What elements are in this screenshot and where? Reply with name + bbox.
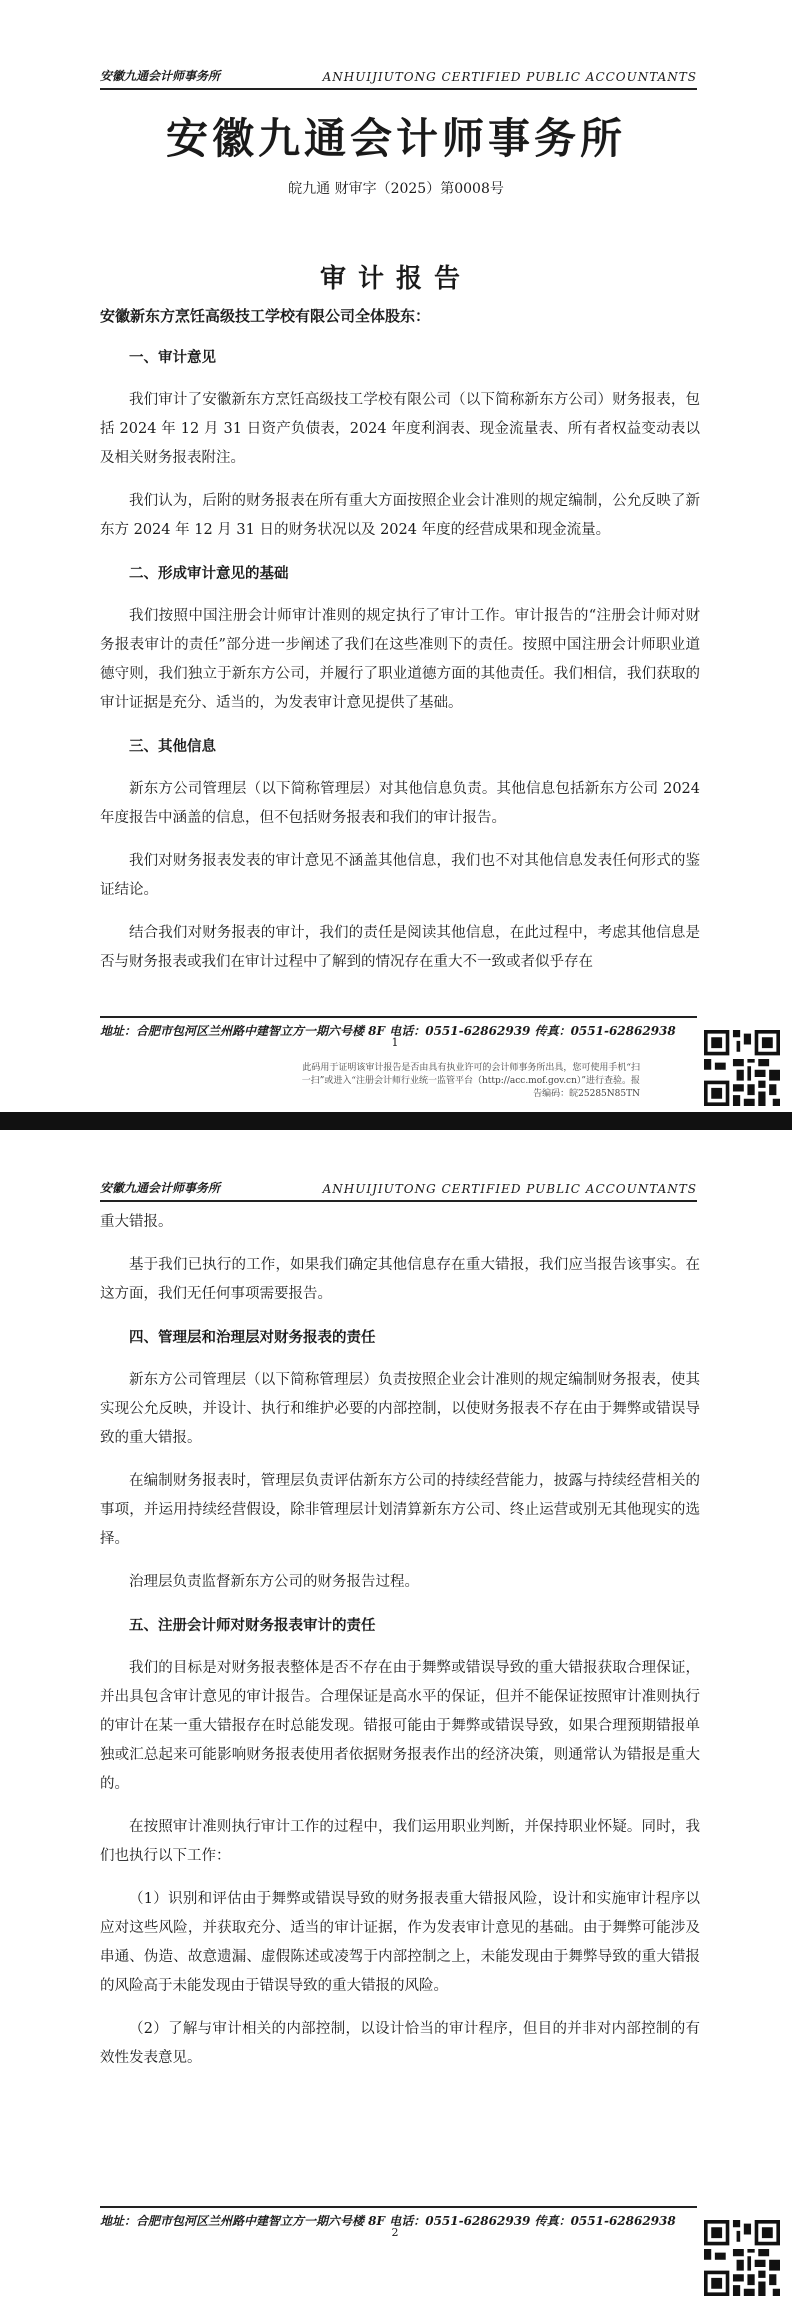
section-5-heading: 五、注册会计师对财务报表审计的责任 xyxy=(129,1617,376,1634)
qr-code-icon[interactable] xyxy=(704,2220,780,2296)
paragraph: 新东方公司管理层（以下简称管理层）对其他信息负责。其他信息包括新东方公司 2024 年度报告中涵盖的信息，但不包括财务报表和我们的审计报告。 xyxy=(100,781,700,826)
page-2-body xyxy=(100,1208,700,2087)
header-firm-name: 安徽九通会计师事务所 xyxy=(100,1181,221,1195)
list-item: （1）识别和评估由于舞弊或错误导致的财务报表重大错报风险，设计和实施审计程序以应对这些风险，并获取充分、适当的审计证据，作为发表审计意见的基础。由于舞弊可能涉及串通、伪造、故意遗漏、虚假陈述或凌驾于内部控制之上，未能发现由于舞弊导致的重大错报的风险高于未能发现由于错误导致的重大错报的风险。 xyxy=(100,1891,700,1994)
page-1-body xyxy=(100,302,700,991)
paragraph-continuation: 重大错报。 xyxy=(100,1214,173,1230)
header-english-name: ANHUIJIUTONG CERTIFIED PUBLIC ACCOUNTANTS xyxy=(322,1182,697,1196)
section-1-heading: 一、审计意见 xyxy=(129,349,216,366)
paragraph: 在编制财务报表时，管理层负责评估新东方公司的持续经营能力，披露与持续经营相关的事项，并运用持续经营假设，除非管理层计划清算新东方公司、终止运营或别无其他现实的选择。 xyxy=(100,1473,700,1547)
paragraph: 结合我们对财务报表的审计，我们的责任是阅读其他信息，在此过程中，考虑其他信息是否与财务报表或我们在审计过程中了解到的情况存在重大不一致或者似乎存在 xyxy=(100,925,700,970)
addressee: 安徽新东方烹饪高级技工学校有限公司全体股东： xyxy=(100,307,431,325)
report-page-1 xyxy=(0,0,792,1112)
report-page-2 xyxy=(0,1130,792,2306)
paragraph: 我们对财务报表发表的审计意见不涵盖其他信息，我们也不对其他信息发表任何形式的鉴证结论。 xyxy=(100,853,700,898)
paragraph: 我们按照中国注册会计师审计准则的规定执行了审计工作。审计报告的“注册会计师对财务报表审计的责任”部分进一步阐述了我们在这些准则下的责任。按照中国注册会计师职业道德守则，我们独立于新东方公司，并履行了职业道德方面的其他责任。我们相信，我们获取的审计证据是充分、适当的，为发表审计意见提供了基础。 xyxy=(100,608,700,711)
page-2-footer-address: 地址：合肥市包河区兰州路中建智立方一期六号楼 8F 电话：0551-62862939 传真：0551-62862938 xyxy=(100,2206,697,2229)
section-3-heading: 三、其他信息 xyxy=(129,738,216,755)
firm-title: 安徽九通会计师事务所 xyxy=(165,114,626,163)
paragraph: 我们的目标是对财务报表整体是否不存在由于舞弊或错误导致的重大错报获取合理保证，并出具包含审计意见的审计报告。合理保证是高水平的保证，但并不能保证按照审计准则执行的审计在某一重大错报存在时总能发现。错报可能由于舞弊或错误导致，如果合理预期错报单独或汇总起来可能影响财务报表使用者依据财务报表作出的经济决策，则通常认为错报是重大的。 xyxy=(100,1660,700,1792)
paragraph: 在按照审计准则执行审计工作的过程中，我们运用职业判断，并保持职业怀疑。同时，我们也执行以下工作： xyxy=(100,1819,700,1864)
paragraph: 治理层负责监督新东方公司的财务报告过程。 xyxy=(129,1574,419,1590)
page-number: 1 xyxy=(391,1036,399,1049)
list-item: （2）了解与审计相关的内部控制，以设计恰当的审计程序，但目的并非对内部控制的有效性发表意见。 xyxy=(100,2021,700,2066)
paragraph: 新东方公司管理层（以下简称管理层）负责按照企业会计准则的规定编制财务报表，使其实现公允反映，并设计、执行和维护必要的内部控制，以使财务报表不存在由于舞弊或错误导致的重大错报。 xyxy=(100,1372,700,1446)
section-4-heading: 四、管理层和治理层对财务报表的责任 xyxy=(129,1329,376,1346)
qr-code-icon[interactable] xyxy=(704,1030,780,1106)
page-separator xyxy=(0,1112,792,1130)
letterhead-header xyxy=(100,1178,697,1202)
paragraph: 我们审计了安徽新东方烹饪高级技工学校有限公司（以下简称新东方公司）财务报表，包括 2024 年 12 月 31 日资产负债表，2024 年度利润表、现金流量表、所有者权益变动表以及相关财务报表附注。 xyxy=(100,392,700,466)
page-number: 2 xyxy=(391,2226,399,2239)
report-title: 审计报告 xyxy=(319,264,472,294)
report-reference-number: 皖九通 财审字（2025）第0008号 xyxy=(288,181,504,197)
verification-note: 此码用于证明该审计报告是否由具有执业许可的会计师事务所出具，您可使用手机“扫一扫”或进入“注册会计师行业统一监管平台（http://acc.mof.gov.cn）”进行查验。报告编码：皖25285N85TN xyxy=(301,1063,640,1099)
header-english-name: ANHUIJIUTONG CERTIFIED PUBLIC ACCOUNTANTS xyxy=(322,70,697,84)
paragraph: 基于我们已执行的工作，如果我们确定其他信息存在重大错报，我们应当报告该事实。在这方面，我们无任何事项需要报告。 xyxy=(100,1257,700,1302)
section-2-heading: 二、形成审计意见的基础 xyxy=(129,565,289,582)
page-1-footer-address: 地址：合肥市包河区兰州路中建智立方一期六号楼 8F 电话：0551-62862939 传真：0551-62862938 xyxy=(100,1016,697,1039)
paragraph: 我们认为，后附的财务报表在所有重大方面按照企业会计准则的规定编制，公允反映了新东方 2024 年 12 月 31 日的财务状况以及 2024 年度的经营成果和现金流量。 xyxy=(100,493,700,538)
header-firm-name: 安徽九通会计师事务所 xyxy=(100,69,221,83)
letterhead-header xyxy=(100,66,697,90)
